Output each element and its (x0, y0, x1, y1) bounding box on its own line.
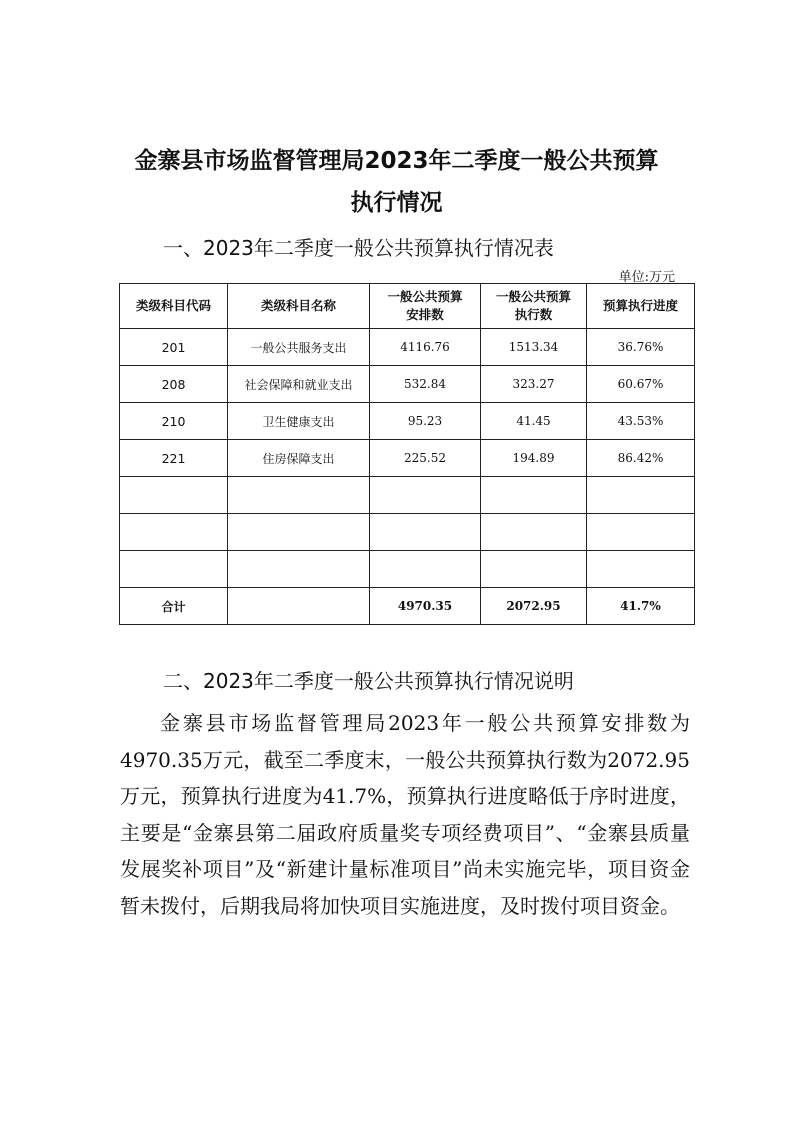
document-title-line-1: 金寨县市场监督管理局2023年二季度一般公共预算 (134, 148, 659, 174)
table-cell: 95.23 (370, 403, 481, 440)
section-2-heading: 二、2023年二季度一般公共预算执行情况说明 (163, 669, 574, 693)
table-row (120, 366, 695, 403)
table-cell: 532.84 (370, 366, 481, 403)
total-cell: 2072.95 (481, 588, 587, 625)
total-cell (228, 588, 370, 625)
explanation-text (120, 705, 690, 924)
table-cell (370, 514, 481, 551)
header-executed: 一般公共预算 执行数 (481, 284, 587, 329)
table-cell: 210 (120, 403, 228, 440)
table-cell (587, 477, 695, 514)
table-row (120, 477, 695, 514)
header-code: 类级科目代码 (120, 284, 228, 329)
header-progress: 预算执行进度 (587, 284, 695, 329)
table-cell: 194.89 (481, 440, 587, 477)
table-row (120, 440, 695, 477)
table-cell: 卫生健康支出 (228, 403, 370, 440)
table-cell: 201 (120, 329, 228, 366)
table-cell: 43.53% (587, 403, 695, 440)
table-cell (228, 514, 370, 551)
table-cell (370, 551, 481, 588)
table-row (120, 329, 695, 366)
table-cell: 60.67% (587, 366, 695, 403)
table-cell: 4116.76 (370, 329, 481, 366)
table-cell: 一般公共服务支出 (228, 329, 370, 366)
table-cell: 41.45 (481, 403, 587, 440)
table-cell: 36.76% (587, 329, 695, 366)
table-cell: 86.42% (587, 440, 695, 477)
table-row (120, 551, 695, 588)
section-1-heading: 一、2023年二季度一般公共预算执行情况表 (163, 236, 554, 260)
explanation-paragraph: 金寨县市场监督管理局2023年一般公共预算安排数为4970.35万元，截至二季度末，一般公共预算执行数为2072.95万元，预算执行进度为41.7%，预算执行进度略低于序时进度，主要是“金寨县第二届政府质量奖专项经费项目”、“金寨县质量发展奖补项目”及“新建计量标准项目”尚未实施完毕，项目资金暂未拨付，后期我局将加快项目实施进度，及时拨付项目资金。 (120, 711, 690, 918)
table-total-row (120, 588, 695, 625)
table-cell (481, 477, 587, 514)
table-cell (481, 551, 587, 588)
table-row (120, 403, 695, 440)
total-cell: 合计 (120, 588, 228, 625)
table-header-row (120, 284, 695, 329)
table-row (120, 514, 695, 551)
unit-label: 单位:万元 (618, 270, 675, 285)
table-cell (120, 477, 228, 514)
table-cell: 社会保障和就业支出 (228, 366, 370, 403)
table-cell (228, 477, 370, 514)
table-cell (370, 477, 481, 514)
table-cell: 221 (120, 440, 228, 477)
table-cell (587, 514, 695, 551)
table-cell: 225.52 (370, 440, 481, 477)
table-cell: 住房保障支出 (228, 440, 370, 477)
table-cell (120, 551, 228, 588)
total-cell: 4970.35 (370, 588, 481, 625)
header-planned: 一般公共预算 安排数 (370, 284, 481, 329)
table-cell (587, 551, 695, 588)
table-cell: 208 (120, 366, 228, 403)
table-cell (120, 514, 228, 551)
budget-table (119, 283, 695, 625)
table-cell (228, 551, 370, 588)
document-title-line-2: 执行情况 (350, 190, 443, 216)
table-cell (481, 514, 587, 551)
header-name: 类级科目名称 (228, 284, 370, 329)
total-cell: 41.7% (587, 588, 695, 625)
table-cell: 1513.34 (481, 329, 587, 366)
table-cell: 323.27 (481, 366, 587, 403)
